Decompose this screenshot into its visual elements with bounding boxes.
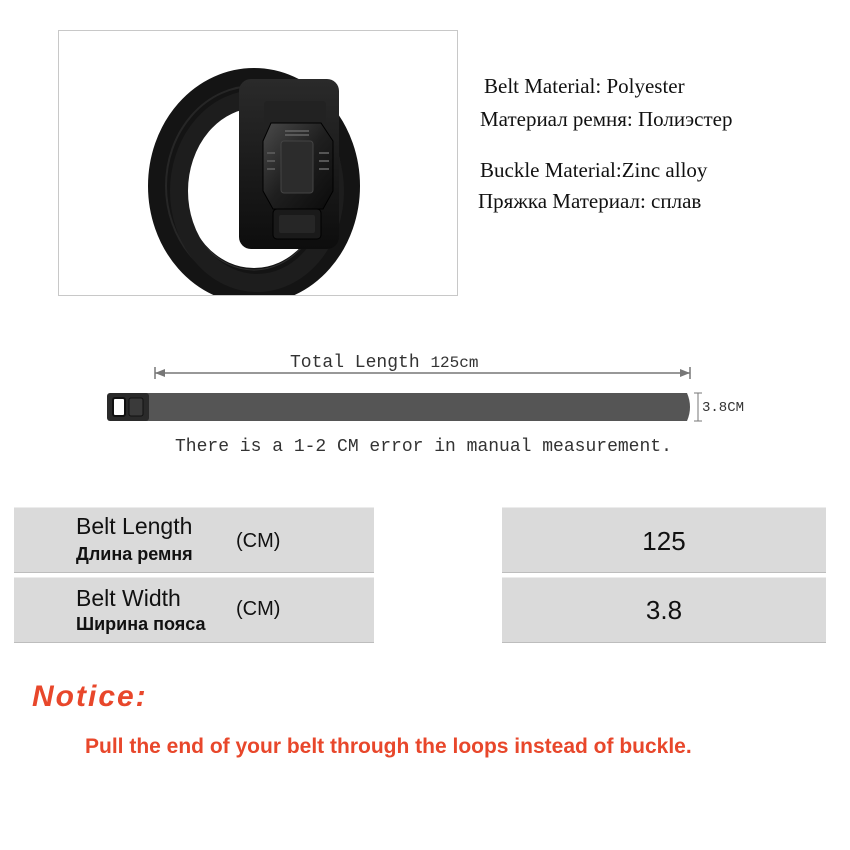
measurement-error-note: There is a 1-2 CM error in manual measurement. <box>175 437 672 457</box>
belt-width-value: 3.8CM <box>702 400 745 416</box>
total-length-text: Total Length <box>290 353 420 373</box>
notice-title: Notice: <box>32 680 148 713</box>
notice-text: Pull the end of your belt through the loops instead of buckle. <box>85 735 692 758</box>
buckle-material-en: Buckle Material:Zinc alloy <box>480 158 708 182</box>
spec-label-cell-length <box>14 507 374 573</box>
belt-dimension-diagram <box>95 335 815 465</box>
spec-value-cell-width <box>502 577 826 643</box>
spec-unit: (CM) <box>236 598 281 620</box>
buckle-material-ru: Пряжка Материал: сплав <box>478 189 702 213</box>
belt-image <box>59 31 457 295</box>
total-length-label <box>290 353 478 373</box>
spec-label-ru: Ширина пояса <box>76 614 206 634</box>
spec-label-ru: Длина ремня <box>76 544 193 564</box>
belt-material-en: Belt Material: Polyester <box>484 74 685 98</box>
spec-value: 3.8 <box>645 595 683 625</box>
spec-label-en: Belt Length <box>76 513 193 539</box>
spec-value: 125 <box>642 526 686 556</box>
spec-value-cell-length <box>502 507 826 573</box>
spec-label-cell-width <box>14 577 374 643</box>
belt-material-ru: Материал ремня: Полиэстер <box>480 107 733 131</box>
spec-label-en: Belt Width <box>76 585 181 611</box>
spec-unit: (CM) <box>236 530 281 552</box>
total-length-value: 125cm <box>430 354 479 372</box>
product-photo <box>58 30 458 296</box>
